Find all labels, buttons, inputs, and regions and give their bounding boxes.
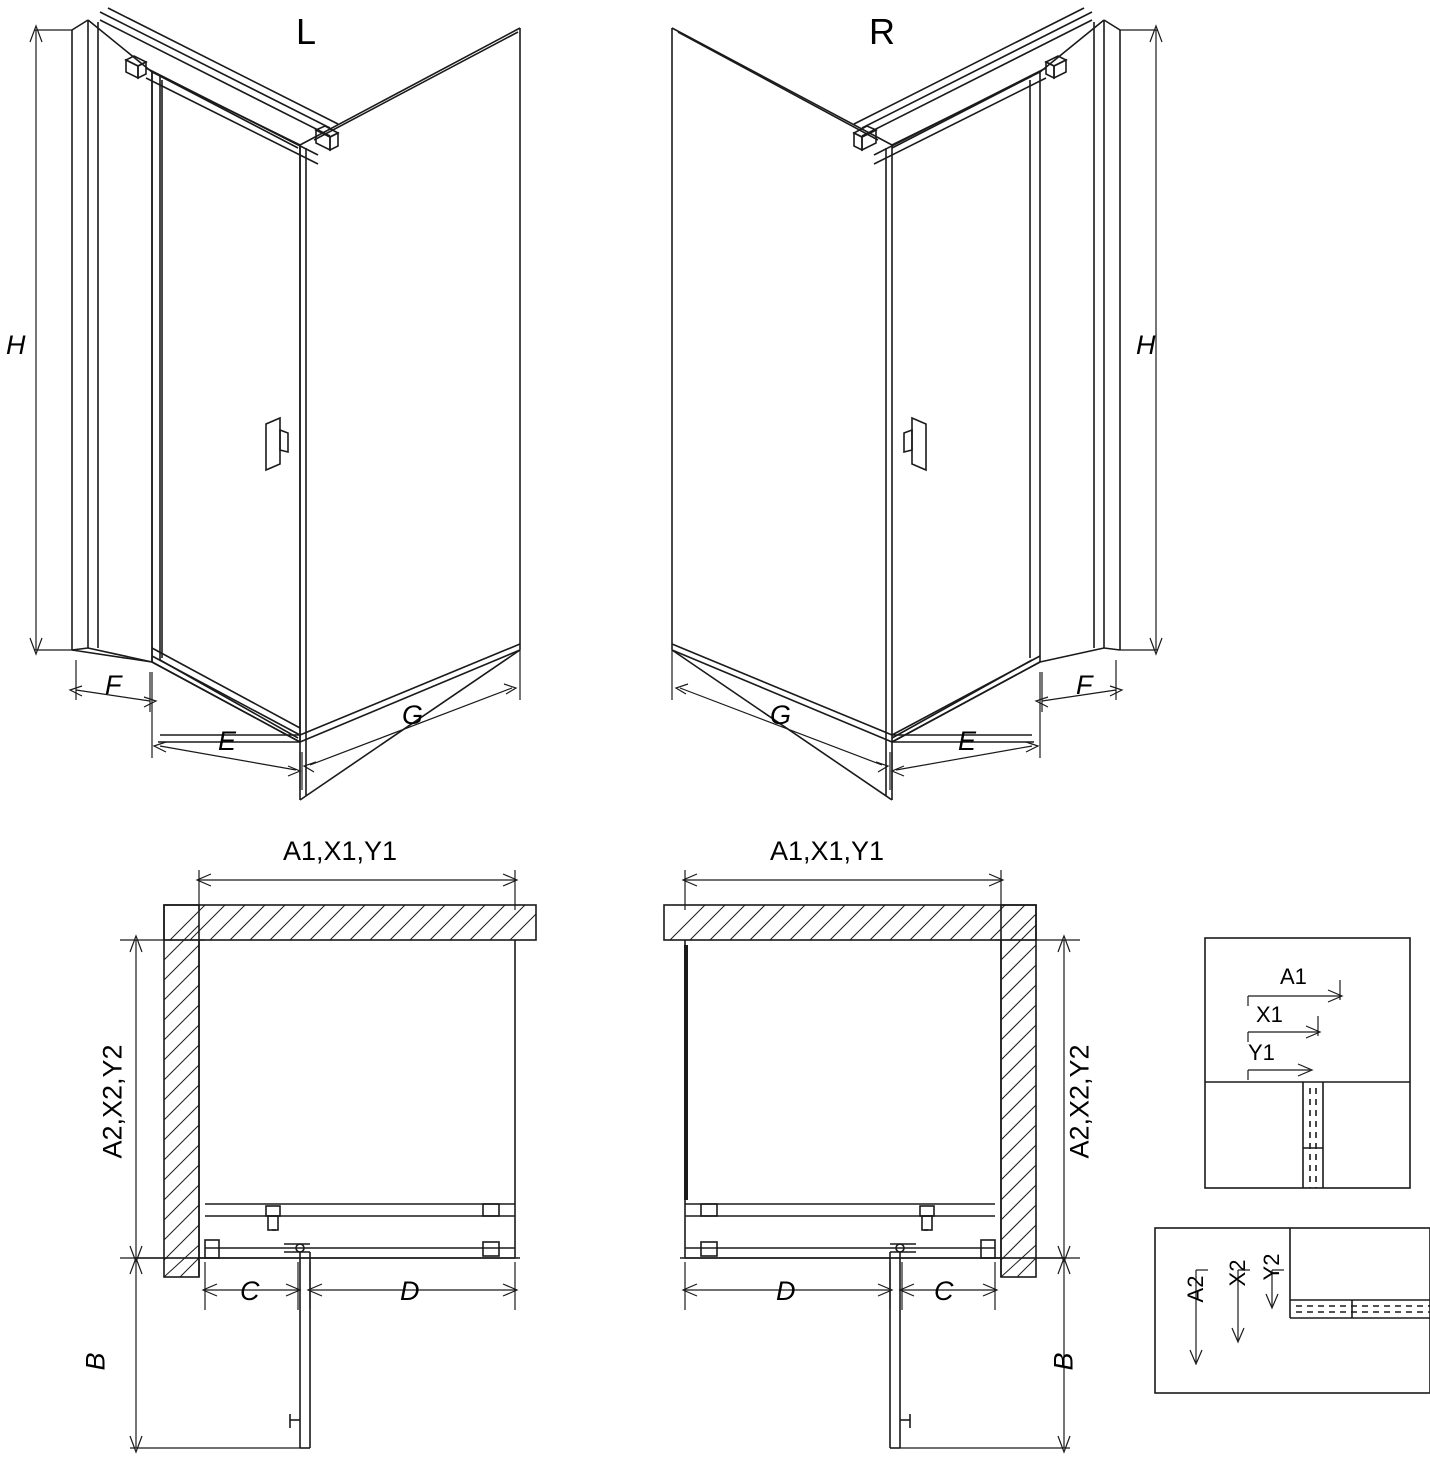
plan-right-side-dimension-label: A2,X2,Y2 <box>1064 1044 1095 1159</box>
iso-right-floor-dimensions <box>672 650 1122 790</box>
plan-right-enclosure <box>680 940 1065 1277</box>
iso-right-floor-label-f: F <box>1076 670 1093 700</box>
iso-left-floor-label-f: F <box>105 670 122 700</box>
title-left: L <box>296 11 317 52</box>
iso-left-side-panel <box>300 28 520 800</box>
plan-left-swing-dimension <box>130 1258 300 1452</box>
iso-left-floor-label-g: G <box>402 700 424 730</box>
iso-left-height-label: H <box>6 330 26 360</box>
detail-top-label-y1: Y1 <box>1248 1040 1275 1065</box>
iso-right-fixed-panel <box>1040 20 1120 662</box>
plan-left-swing-dimension-label: B <box>80 1352 111 1371</box>
iso-left-fixed-panel <box>72 20 152 662</box>
iso-right-door-handle <box>904 418 926 470</box>
plan-left-dimension-d: D <box>400 1276 420 1306</box>
iso-right-door <box>892 72 1040 742</box>
plan-left-top-dimension <box>197 870 517 910</box>
plan-right-door-swing <box>890 1252 910 1448</box>
plan-left-top-dimension-label: A1,X1,Y1 <box>283 836 398 866</box>
plan-left-dimension-c: C <box>240 1276 260 1306</box>
iso-right-floor-label-g: G <box>770 700 792 730</box>
detail-top-label-a1: A1 <box>1280 964 1307 989</box>
detail-bottom-label-y2: Y2 <box>1259 1253 1284 1281</box>
iso-left-floor-dimensions <box>70 650 520 790</box>
iso-right-floor-label-e: E <box>958 726 977 756</box>
iso-left-door-handle <box>266 418 288 470</box>
iso-left-door <box>152 72 300 742</box>
detail-bottom-content <box>1290 1228 1430 1318</box>
detail-bottom-label-x2: X2 <box>1225 1259 1250 1287</box>
plan-right-wall-hatch <box>670 905 1036 1277</box>
plan-left-wall <box>164 905 536 1277</box>
iso-right-height-label: H <box>1136 330 1156 360</box>
plan-left-side-dimension-label: A2,X2,Y2 <box>97 1044 128 1159</box>
plan-right-wall <box>664 905 1036 1277</box>
plan-right-top-dimension-label: A1,X1,Y1 <box>770 836 885 866</box>
plan-right-profiles <box>701 1204 995 1258</box>
iso-left-floor-label-e: E <box>218 726 237 756</box>
detail-top-label-x1: X1 <box>1256 1002 1283 1027</box>
detail-top-dimensions <box>1248 980 1342 1080</box>
plan-right-dimension-d: D <box>776 1276 796 1306</box>
plan-right-swing-dimension <box>900 1258 1070 1452</box>
plan-right-top-dimension <box>683 870 1003 910</box>
iso-right-side-panel <box>672 28 892 800</box>
detail-bottom-label-a2: A2 <box>1183 1275 1208 1303</box>
plan-left-profiles <box>205 1204 499 1258</box>
plan-left-side-dimension <box>120 936 205 1262</box>
title-right: R <box>869 11 895 52</box>
detail-top-content <box>1205 1082 1410 1188</box>
plan-right-swing-dimension-label: B <box>1048 1352 1079 1371</box>
detail-top-frame <box>1205 938 1410 1188</box>
plan-right-dimension-c: C <box>934 1276 954 1306</box>
plan-left-wall-hatch <box>164 905 536 1277</box>
iso-left-height-dimension <box>30 26 72 654</box>
plan-left-door-swing <box>290 1252 310 1448</box>
